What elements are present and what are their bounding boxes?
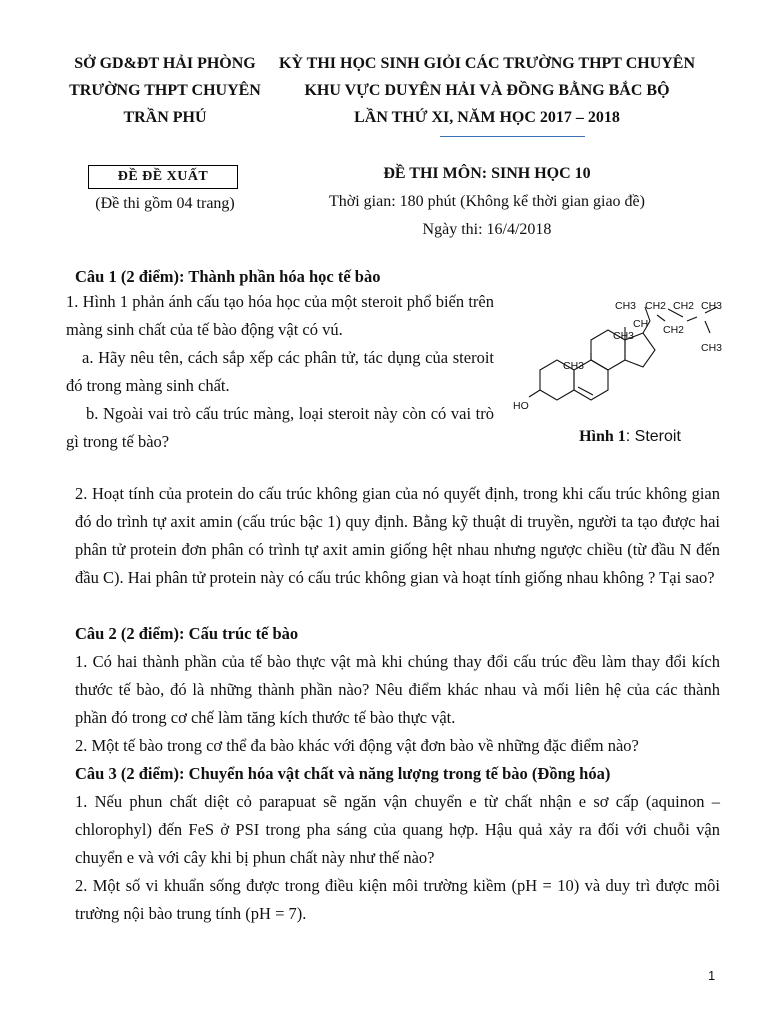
question-1-title: Câu 1 (2 điểm): Thành phần hóa học tế bào xyxy=(75,267,381,286)
exam-info xyxy=(262,160,712,244)
question-3 xyxy=(75,760,720,928)
label-ch3-26: CH3 xyxy=(701,300,723,312)
header-left-line-1: SỞ GD&ĐT HẢI PHÒNG xyxy=(74,55,256,72)
header-right-line-1: KỲ THI HỌC SINH GIỎI CÁC TRƯỜNG THPT CHUYÊN xyxy=(278,55,696,72)
sidechain-bond-3 xyxy=(657,315,665,321)
q2-paragraph-2: 2. Một tế bào trong cơ thể đa bào khác với động vật đơn bào về những đặc điểm nào? xyxy=(75,736,639,755)
label-ch2-22: CH2 xyxy=(645,300,667,312)
page-number: 1 xyxy=(708,968,716,983)
figure-caption xyxy=(520,428,740,446)
figure-caption-label: Hình 1 xyxy=(579,428,626,445)
q1-item-a: a. Hãy nêu tên, cách sắp xếp các phân tử, tác dụng của steroit đó trong màng sinh chất. xyxy=(66,348,494,395)
label-ch2-23: CH2 xyxy=(663,324,685,336)
q2-paragraph-1: 1. Có hai thành phần của tế bào thực vật mà khi chúng thay đổi cấu trúc đều làm thay đổi kích thước tế bào, đó là những thành phần nào? Nêu điểm khác nhau và mối liên hệ của các thành phần đó trong cơ chế làm tăng kích thước tế bào thực vật. xyxy=(75,652,720,727)
label-ch2-24: CH2 xyxy=(673,300,695,312)
hydroxyl-bond xyxy=(529,390,540,397)
label-ch3-27: CH3 xyxy=(701,342,723,354)
q3-paragraph-1: 1. Nếu phun chất diệt cỏ parapuat sẽ ngăn vận chuyển e từ chất nhận e sơ cấp (aquinon – chlorophyl) đến FeS ở PSI trong pha sáng của quang hợp. Hậu quả xảy ra đối với chuỗi vận chuyển e và với cây khi bị phun chất này như thế nào? xyxy=(75,792,720,867)
steroid-structure-figure xyxy=(505,287,740,435)
q3-paragraph-2: 2. Một số vi khuẩn sống được trong điều kiện môi trường kiềm (pH = 10) và duy trì được môi trường nội bào trung tính (pH = 7). xyxy=(75,876,720,923)
header-divider xyxy=(440,136,585,137)
header-left-line-2: TRƯỜNG THPT CHUYÊN xyxy=(69,82,261,99)
school-header xyxy=(40,50,290,131)
header-right-line-3: LẦN THỨ XI, NĂM HỌC 2017 – 2018 xyxy=(354,109,620,126)
sidechain-bond-5 xyxy=(687,317,697,321)
label-ho: HO xyxy=(513,400,529,412)
question-2 xyxy=(75,620,720,760)
exam-header xyxy=(262,50,712,131)
exam-time: Thời gian: 180 phút (Không kể thời gian giao đề) xyxy=(329,193,645,210)
question-1-part-1 xyxy=(66,288,494,456)
exam-date: Ngày thi: 16/4/2018 xyxy=(422,221,552,238)
q1-item-b: b. Ngoài vai trò cấu trúc màng, loại steroit này còn có vai trò gì trong tế bào? xyxy=(66,404,494,451)
label-ch-20: CH xyxy=(633,318,649,330)
figure-caption-text: : Steroit xyxy=(625,428,681,445)
sidechain-bond-7 xyxy=(705,321,710,333)
question-3-title: Câu 3 (2 điểm): Chuyển hóa vật chất và năng lượng trong tế bào (Đồng hóa) xyxy=(75,764,611,783)
header-right-line-2: KHU VỰC DUYÊN HẢI VÀ ĐỒNG BẰNG BẮC BỘ xyxy=(304,82,670,99)
header-left-line-3: TRẦN PHÚ xyxy=(123,109,207,126)
label-ch3-18: CH3 xyxy=(613,330,635,342)
proposed-exam-badge: ĐỀ ĐỀ XUẤT xyxy=(88,165,238,189)
steroid-rings xyxy=(529,307,717,400)
label-ch3-21: CH3 xyxy=(615,300,637,312)
question-1-part-2 xyxy=(75,480,720,592)
question-2-title: Câu 2 (2 điểm): Cấu trúc tế bào xyxy=(75,624,299,643)
q1-paragraph-2: 2. Hoạt tính của protein do cấu trúc không gian của nó quyết định, trong khi cấu trúc không gian đó do trình tự axit amin (cấu trúc bậc 1) quy định. Bằng kỹ thuật di truyền, người ta tạo được hai phân tử protein đơn phân có trình tự axit amin giống hệt nhau nhưng ngược chiều (từ đầu N đến đầu C). Hai phân tử protein này có cấu trúc không gian và hoạt tính giống nhau không ? Tại sao? xyxy=(75,484,720,587)
pages-note: (Đề thi gồm 04 trang) xyxy=(95,195,235,212)
label-ch3-19: CH3 xyxy=(563,360,585,372)
exam-subject: ĐỀ THI MÔN: SINH HỌC 10 xyxy=(383,165,591,182)
q1-paragraph-1: 1. Hình 1 phản ánh cấu tạo hóa học của một steroit phổ biến trên màng sinh chất của tế bào động vật có vú. xyxy=(66,292,494,339)
